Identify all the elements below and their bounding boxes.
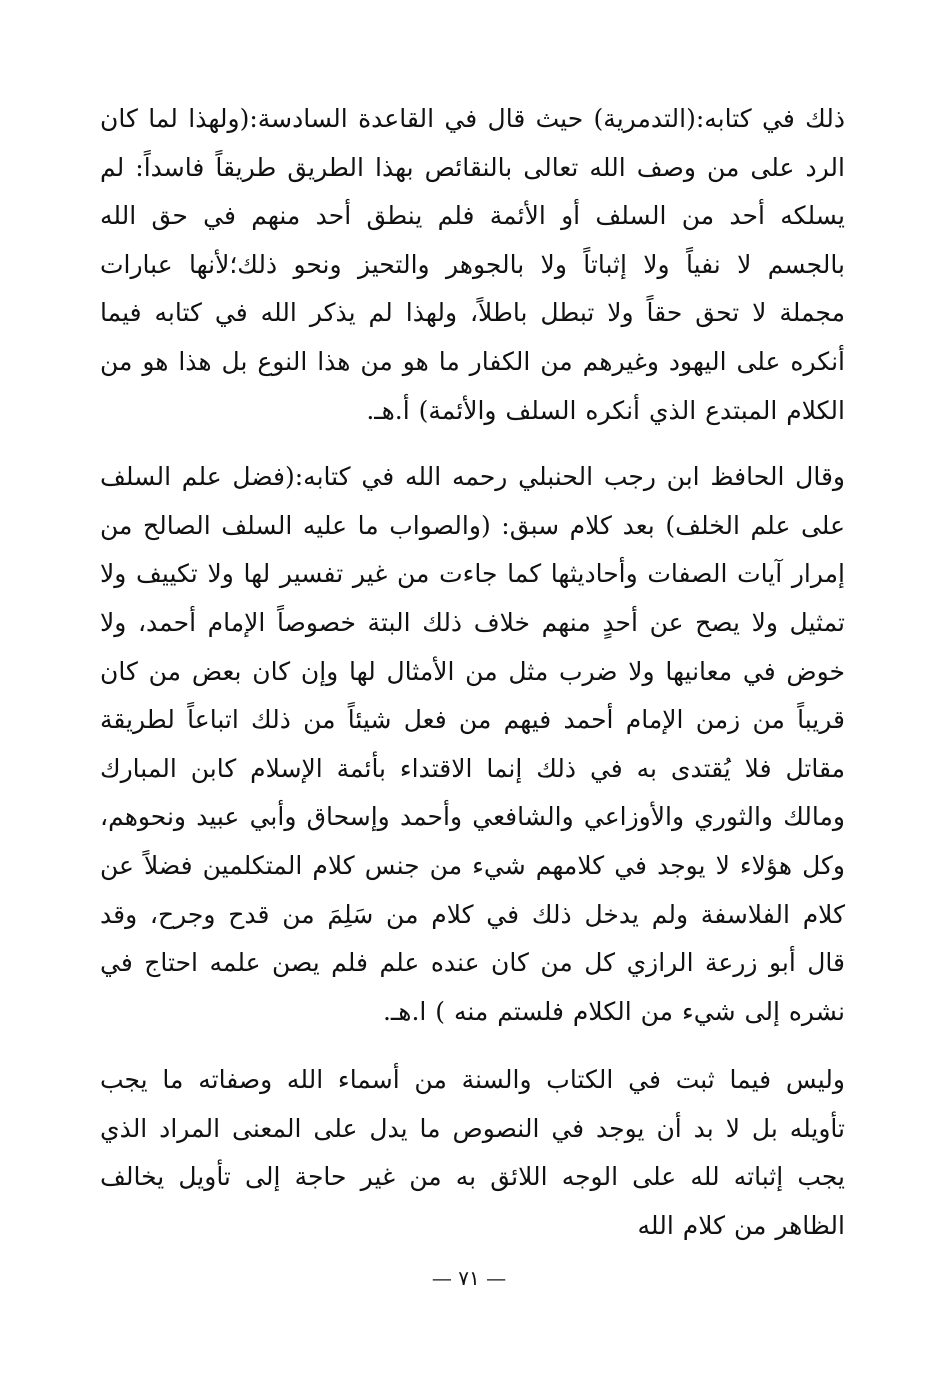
- page-body: [100, 95, 845, 1251]
- paragraph-tadmuriyya-quote: ذلك في كتابه:(التدمرية) حيث قال في القاعدة السادسة:(ولهذا لما كان الرد على من وصف الله تعالى بالنقائص بهذا الطريق طريقاً فاسداً: لم يسلكه أحد من السلف أو الأئمة فلم ينطق أحد منهم في حق الله بالجسم لا نفياً ولا إثباتاً ولا بالجوهر والتحيز ونحو ذلك؛لأنها عبارات مجملة لا تحق حقاً ولا تبطل باطلاً، ولهذا لم يذكر الله في كتابه فيما أنكره على اليهود وغيرهم من الكفار ما هو من هذا النوع بل هذا هو من الكلام المبتدع الذي أنكره السلف والأئمة) أ.هـ.: [100, 104, 845, 425]
- paragraph-ibn-rajab-quote: وقال الحافظ ابن رجب الحنبلي رحمه الله في كتابه:(فضل علم السلف على علم الخلف) بعد كلام سبق: (والصواب ما عليه السلف الصالح من إمرار آيات الصفات وأحاديثها كما جاءت من غير تفسير لها ولا تكييف ولا تمثيل ولا يصح عن أحدٍ منهم خلاف ذلك البتة خصوصاً الإمام أحمد، ولا خوض في معانيها ولا ضرب مثل من الأمثال لها وإن كان بعض من كان قريباً من زمن الإمام أحمد فيهم من فعل شيئاً من ذلك اتباعاً لطريقة مقاتل فلا يُقتدى به في ذلك إنما الاقتداء بأئمة الإسلام كابن المبارك ومالك والثوري والأوزاعي والشافعي وأحمد وإسحاق وأبي عبيد ونحوهم، وكل هؤلاء لا يوجد في كلامهم شيء من جنس كلام المتكلمين فضلاً عن كلام الفلاسفة ولم يدخل ذلك في كلام من سَلِمَ من قدح وجرح، وقد قال أبو زرعة الرازي كل من كان عنده علم فلم يصن علمه احتاج في نشره إلى شيء من الكلام فلستم منه ) ا.هـ.: [100, 462, 845, 1026]
- paragraph-tawil: وليس فيما ثبت في الكتاب والسنة من أسماء الله وصفاته ما يجب تأويله بل لا بد أن يوجد في النصوص ما يدل على المعنى المراد الذي يجب إثباته لله على الوجه اللائق به من غير حاجة إلى تأويل يخالف الظاهر من كلام الله: [100, 1065, 845, 1241]
- page-number: — ٧١ —: [431, 1266, 507, 1290]
